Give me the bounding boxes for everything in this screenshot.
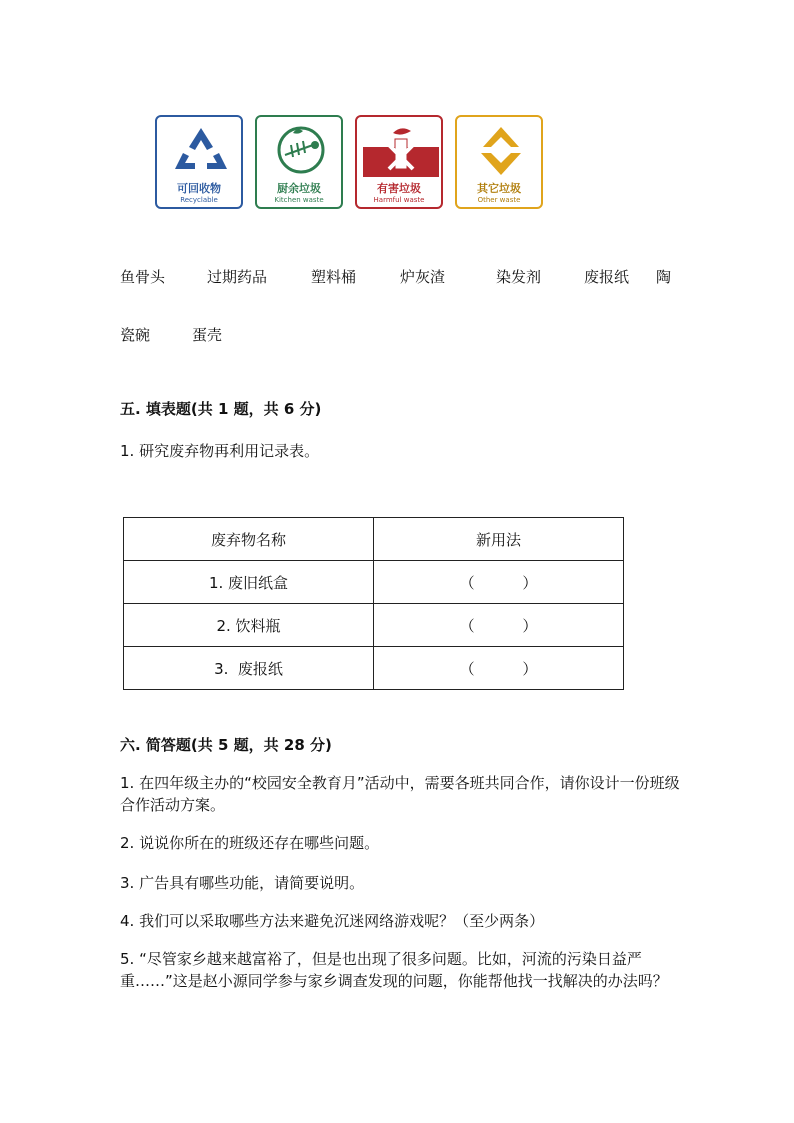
question: 3. 广告具有哪些功能，请简要说明。 <box>120 874 365 892</box>
bin-harmful <box>355 115 443 209</box>
table-header-cell: 新用法 <box>374 518 624 561</box>
item-word: 蛋壳 <box>192 326 223 344</box>
question: 2. 说说你所在的班级还存在哪些问题。 <box>120 834 380 852</box>
item-word: 鱼骨头 <box>120 268 166 286</box>
item-word: 染发剂 <box>496 268 542 286</box>
bin-label-en: Harmful waste <box>373 196 425 204</box>
bin-label-en: Other waste <box>477 196 521 204</box>
bin-label-cn: 可回收物 <box>177 182 221 195</box>
table-cell: （ ） <box>374 647 624 690</box>
table-row <box>124 561 624 604</box>
record-table <box>123 517 624 690</box>
table-cell: 3. 废报纸 <box>124 647 374 690</box>
table-row <box>124 604 624 647</box>
bin-other <box>455 115 543 209</box>
table-cell: （ ） <box>374 604 624 647</box>
item-word: 瓷碗 <box>120 326 151 344</box>
bin-kitchen <box>255 115 343 209</box>
fish-bone-icon <box>263 123 335 177</box>
table-header-row <box>124 518 624 561</box>
question: 1. 研究废弃物再利用记录表。 <box>120 442 320 460</box>
question: 4. 我们可以采取哪些方法来避免沉迷网络游戏呢？（至少两条） <box>120 912 545 930</box>
table-cell: 2. 饮料瓶 <box>124 604 374 647</box>
item-word: 塑料桶 <box>311 268 357 286</box>
table-row <box>124 647 624 690</box>
triangle-arrows-icon <box>463 123 535 177</box>
recycle-icon <box>163 123 235 177</box>
table-cell: （ ） <box>374 561 624 604</box>
table-cell: 1. 废旧纸盒 <box>124 561 374 604</box>
item-word: 过期药品 <box>207 268 268 286</box>
bin-label-en: Recyclable <box>180 196 218 204</box>
item-word: 废报纸 <box>584 268 630 286</box>
harmful-battery-icon <box>363 123 435 177</box>
bin-label-cn: 有害垃圾 <box>377 182 421 195</box>
section-heading: 五. 填表题(共 1 题，共 6 分) <box>120 400 322 418</box>
bin-label-cn: 厨余垃圾 <box>277 182 321 195</box>
bin-recyclable <box>155 115 243 209</box>
item-word: 陶 <box>656 268 672 286</box>
question: 1. 在四年级主办的“校园安全教育月”活动中，需要各班共同合作，请你设计一份班级合作活动方案。 <box>120 774 680 814</box>
table-header-cell: 废弃物名称 <box>124 518 374 561</box>
bin-label-cn: 其它垃圾 <box>477 182 521 195</box>
item-word: 炉灰渣 <box>400 268 446 286</box>
question: 5. “尽管家乡越来越富裕了，但是也出现了很多问题。比如，河流的污染日益严重……”这是赵小源同学参与家乡调查发现的问题，你能帮他找一找解决的办法吗？ <box>120 950 668 990</box>
section-heading: 六. 简答题(共 5 题，共 28 分) <box>120 736 332 754</box>
bin-label-en: Kitchen waste <box>274 196 324 204</box>
